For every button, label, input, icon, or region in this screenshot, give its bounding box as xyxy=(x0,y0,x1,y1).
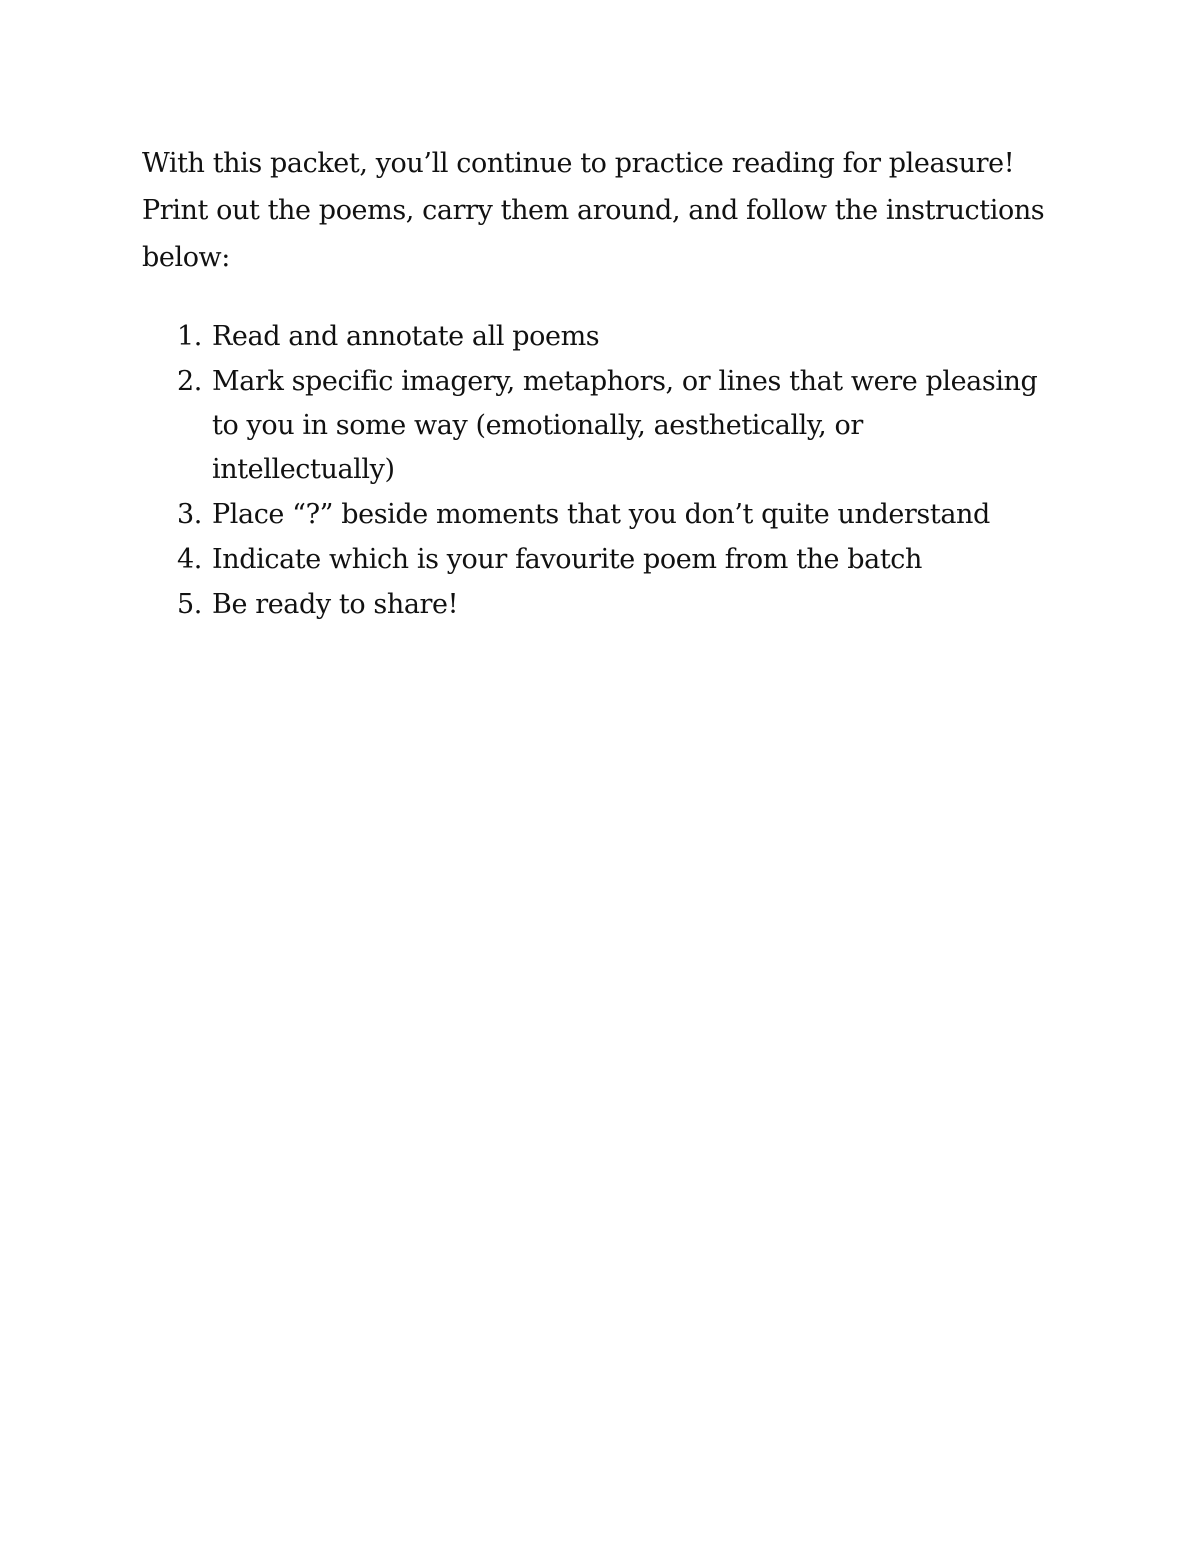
list-item xyxy=(142,360,1062,492)
list-item-text: Indicate which is your favourite poem from the batch xyxy=(212,544,923,575)
list-item xyxy=(142,538,1062,582)
list-item-text: Place “?” beside moments that you don’t quite understand xyxy=(212,499,990,530)
list-item-text: Be ready to share! xyxy=(212,589,459,620)
list-item-number: 5. xyxy=(177,589,202,620)
list-item-number: 2. xyxy=(177,366,202,397)
intro-paragraph: With this packet, you’ll continue to practice reading for pleasure! Print out the poems, carry them around, and follow the instructions below: xyxy=(142,148,1045,273)
list-item-text: Read and annotate all poems xyxy=(212,321,600,352)
list-item-number: 4. xyxy=(177,544,202,575)
document-body xyxy=(142,140,1062,628)
list-item-number: 3. xyxy=(177,499,202,530)
list-item xyxy=(142,493,1062,537)
instructions-list xyxy=(142,315,1062,627)
list-item-text: Mark specific imagery, metaphors, or lines that were pleasing to you in some way (emotionally, aesthetically, or intellectually) xyxy=(212,366,1038,485)
list-item-number: 1. xyxy=(177,321,202,352)
list-item xyxy=(142,315,1062,359)
list-item xyxy=(142,583,1062,627)
